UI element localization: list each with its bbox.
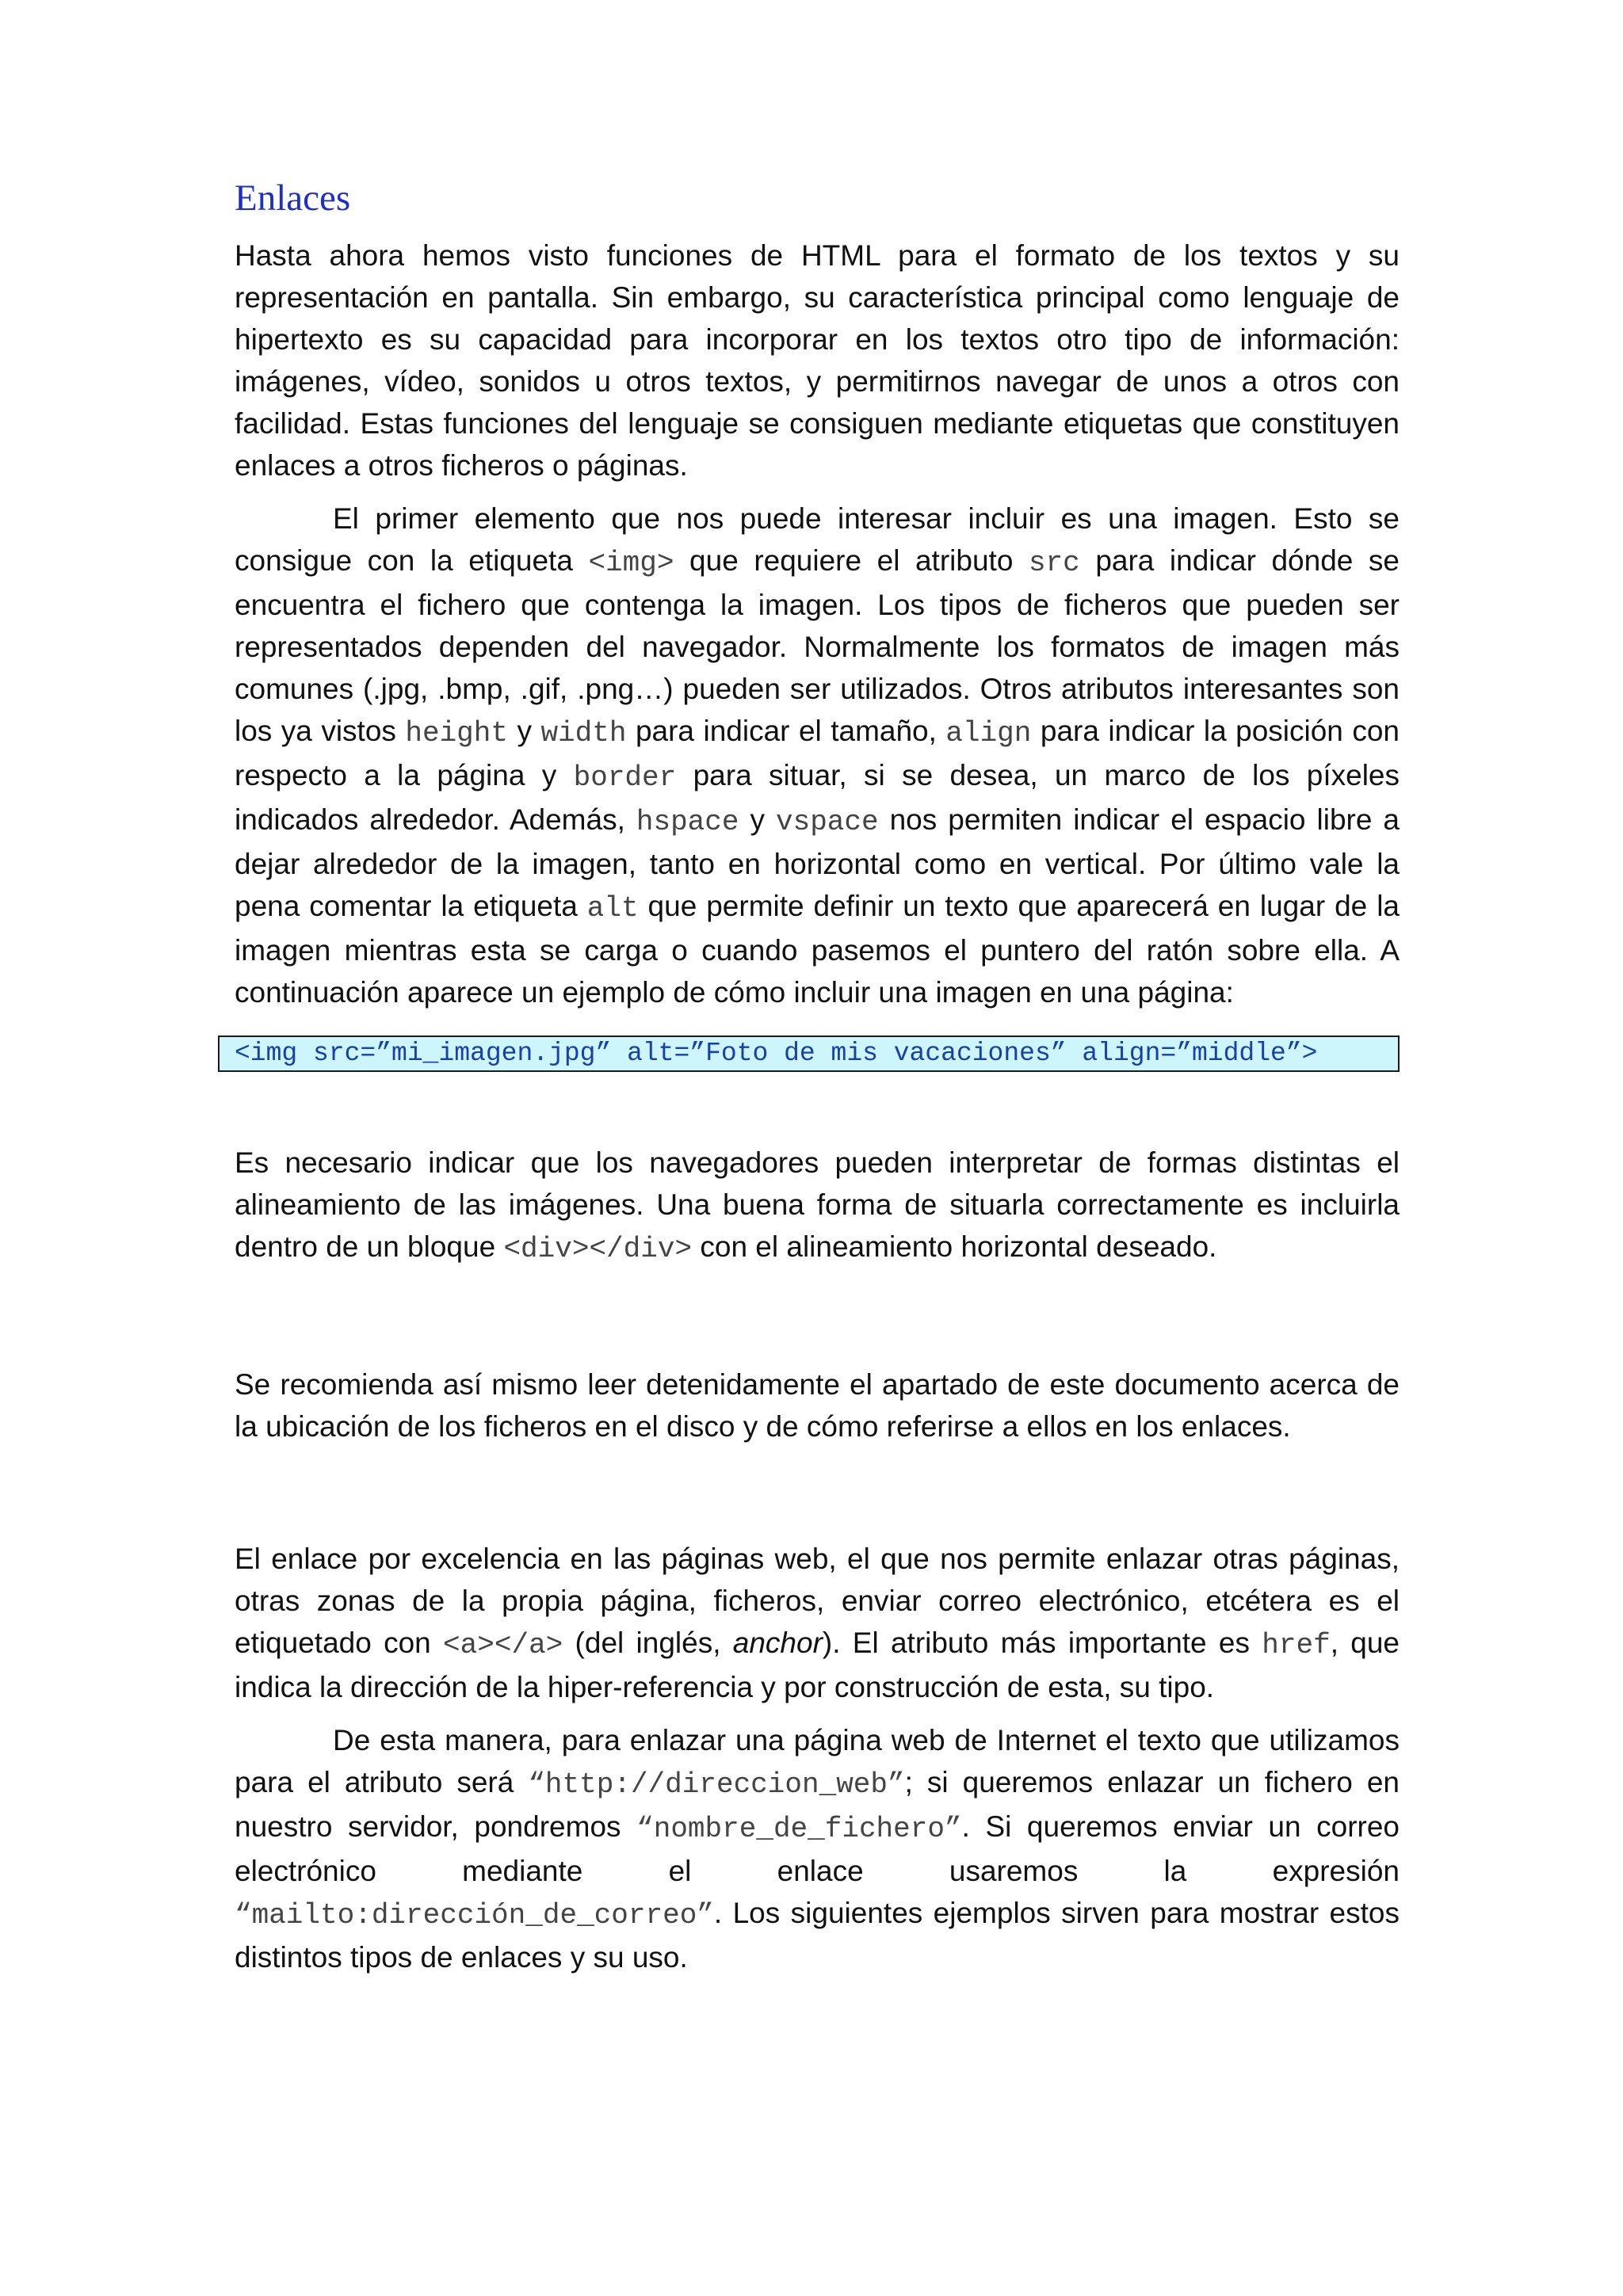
paragraph-alignment (235, 1142, 1400, 1270)
text-run: ; si queremos enlazar un fichero en nuestro servidor, pondremos (235, 1766, 1400, 1843)
document-page (235, 174, 1400, 1989)
text-run: . Si queremos enviar un correo electrónico mediante el enlace usaremos la expresión (235, 1810, 1400, 1887)
code-img-tag: <img> (588, 547, 674, 579)
text-run: con el alineamiento horizontal deseado. (692, 1230, 1217, 1263)
text-run: para indicar el tamaño, (626, 715, 946, 747)
code-vspace-attr: vspace (775, 806, 879, 838)
text-run: y (508, 715, 541, 747)
text-run: ). El atributo más importante es (822, 1627, 1262, 1659)
paragraph-intro-text: Hasta ahora hemos visto funciones de HTML para el formato de los textos y su representación en pantalla. Sin embargo, su característica principal como lenguaje de hipertexto es su capacidad para incorporar en los textos otro tipo de información: imágenes, vídeo, sonidos u otros textos, y permitirnos navegar de unos a otros con facilidad. Estas funciones del lenguaje se consiguen mediante etiquetas que constituyen enlaces a otros ficheros o páginas. (235, 239, 1400, 482)
text-run: que permite definir un texto que aparecerá en lugar de la imagen mientras esta se carga o cuando pasemos el puntero del ratón sobre ella. A continuación aparece un ejemplo de cómo incluir una imagen en una página: (235, 890, 1400, 1009)
text-run: para indicar la posición con respecto a la página y (235, 715, 1400, 791)
text-run: , que indica la dirección de la hiper-referencia y por construcción de esta, su tipo. (235, 1627, 1400, 1703)
text-run: para situar, si se desea, un marco de los píxeles indicados alrededor. Además, (235, 759, 1400, 836)
code-file-value: “nombre_de_fichero” (636, 1813, 962, 1845)
code-src-attr: src (1028, 547, 1080, 579)
text-run: El primer elemento que nos puede interesar incluir es una imagen. Esto se consigue con la etiqueta (235, 502, 1400, 577)
text-run: y (739, 803, 776, 836)
text-run: El enlace por excelencia en las páginas web, el que nos permite enlazar otras páginas, otras zonas de la propia página, ficheros, enviar correo electrónico, etcétera es el etiquetado con (235, 1543, 1400, 1659)
code-alt-attr: alt (586, 892, 639, 925)
code-href-attr: href (1262, 1629, 1331, 1661)
code-http-value: “http://direccion_web” (528, 1768, 905, 1801)
paragraph-anchor (235, 1538, 1400, 1708)
code-align-attr: align (945, 717, 1032, 749)
text-run: . Los siguientes ejemplos sirven para mostrar estos distintos tipos de enlaces y su uso. (235, 1897, 1400, 1974)
code-height-attr: height (405, 717, 508, 749)
paragraph-img-tag (235, 498, 1400, 1013)
code-hspace-attr: hspace (636, 806, 739, 838)
code-border-attr: border (573, 761, 677, 794)
code-div-tag: <div></div> (503, 1233, 693, 1265)
code-example-box: <img src=”mi_imagen.jpg” alt=”Foto de mis vacaciones” align=”middle”> (218, 1035, 1400, 1072)
text-run: Es necesario indicar que los navegadores pueden interpretar de formas distintas el alineamiento de las imágenes. Una buena forma de situarla correctamente es incluirla dentro de un bloque (235, 1146, 1400, 1263)
spacer (235, 1459, 1400, 1538)
paragraph-intro (235, 235, 1400, 486)
code-a-tag: <a></a> (443, 1629, 563, 1661)
text-run: (del inglés, (563, 1627, 733, 1659)
text-run: que requiere el atributo (674, 544, 1029, 577)
spacer (235, 1281, 1400, 1363)
section-title: Enlaces (235, 177, 351, 219)
text-run: nos permiten indicar el espacio libre a dejar alrededor de la imagen, tanto en horizontal como en vertical. Por último vale la pena comentar la etiqueta (235, 803, 1400, 922)
code-mailto-value: “mailto:dirección_de_correo” (235, 1899, 714, 1932)
text-run: para indicar dónde se encuentra el fichero que contenga la imagen. Los tipos de ficheros que pueden ser representados dependen del navegador. Normalmente los formatos de imagen más comunes (.jpg, .bmp, .gif, .png…) pueden ser utilizados. Otros atributos interesantes son los ya vistos (235, 544, 1400, 747)
spacer (235, 1072, 1400, 1142)
emphasis-anchor: anchor (732, 1627, 823, 1659)
paragraph-link-types (235, 1719, 1400, 1978)
paragraph-recommendation (235, 1363, 1400, 1447)
code-width-attr: width (540, 717, 627, 749)
text-run: De esta manera, para enlazar una página web de Internet el texto que utilizamos para el atributo será (235, 1724, 1400, 1798)
paragraph-recommendation-text: Se recomienda así mismo leer detenidamente el apartado de este documento acerca de la ubicación de los ficheros en el disco y de cómo referirse a ellos en los enlaces. (235, 1368, 1400, 1443)
